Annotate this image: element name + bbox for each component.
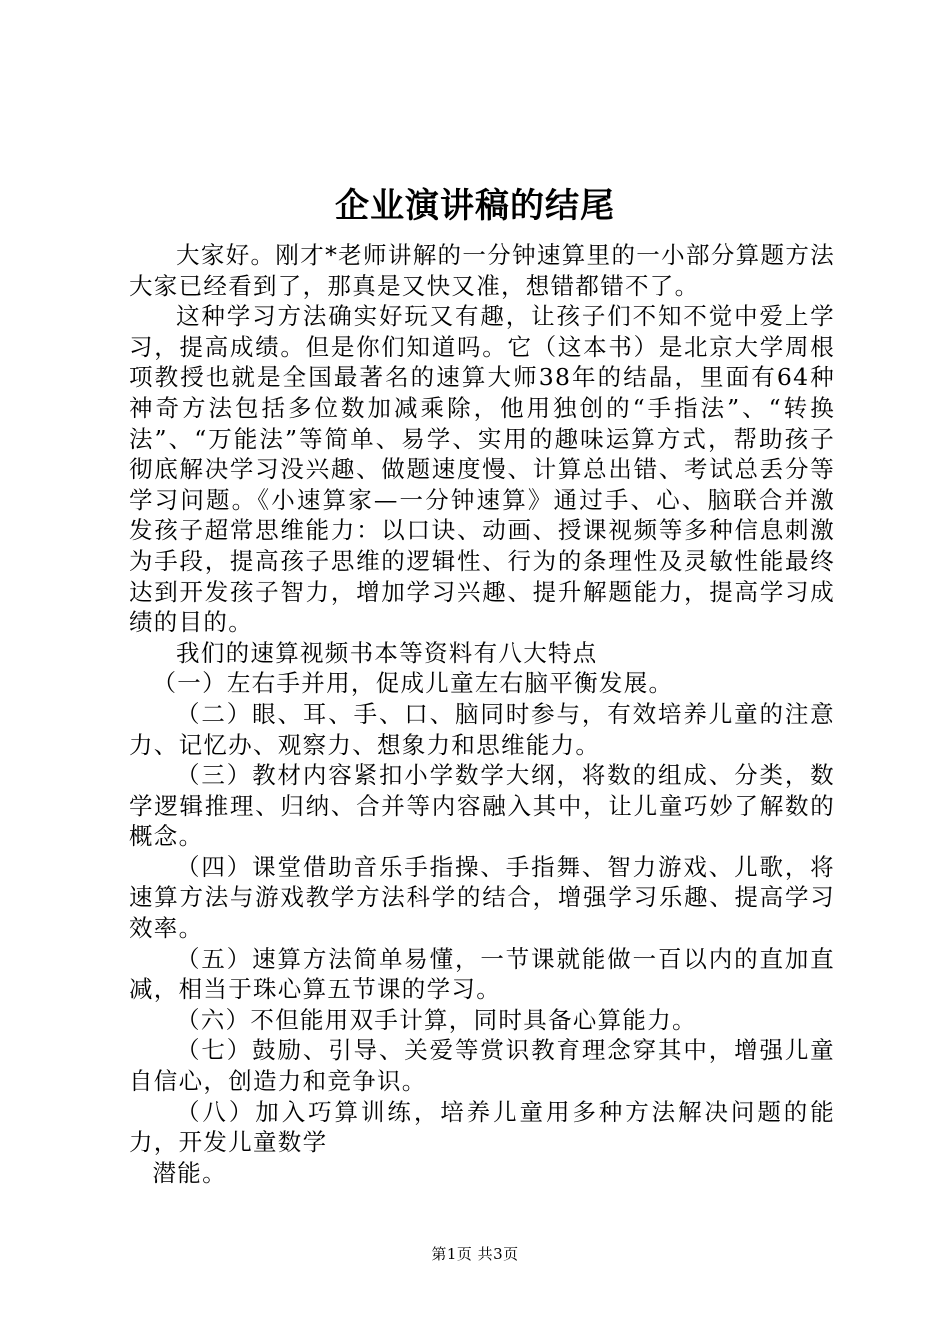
document-body — [129, 240, 835, 1188]
paragraph-feature-7: （七）鼓励、引导、关爱等赏识教育理念穿其中，增强儿童自信心，创造力和竞争识。 — [129, 1036, 835, 1096]
document-title: 企业演讲稿的结尾 — [335, 186, 615, 226]
paragraph-feature-4: （四）课堂借助音乐手指操、手指舞、智力游戏、儿歌，将速算方法与游戏教学方法科学的结合，增强学习乐趣、提高学习效率。 — [129, 852, 835, 943]
paragraph-feature-3: （三）教材内容紧扣小学数学大纲，将数的组成、分类，数学逻辑推理、归纳、合并等内容融入其中，让儿童巧妙了解数的概念。 — [129, 761, 835, 851]
paragraph-introduction: 这种学习方法确实好玩又有趣，让孩子们不知不觉中爱上学习，提高成绩。但是你们知道吗。它（这本书）是北京大学周根项教授也就是全国最著名的速算大师38年的结晶，里面有64种神奇方法包括多位数加减乘除，他用独创的“手指法”、“转换法”、“万能法”等简单、易学、实用的趣味运算方式，帮助孩子彻底解决学习没兴趣、做题速度慢、计算总出错、考试总丢分等学习问题。《小速算家—一分钟速算》通过手、心、脑联合并激发孩子超常思维能力：以口诀、动画、授课视频等多种信息刺激为手段，提高孩子思维的逻辑性、行为的条理性及灵敏性能最终达到开发孩子智力，增加学习兴趣、提升解题能力，提高学习成绩的目的。 — [129, 302, 835, 637]
paragraph-feature-6: （六）不但能用双手计算，同时具备心算能力。 — [176, 1005, 697, 1034]
paragraph-feature-5: （五）速算方法简单易懂，一节课就能做一百以内的直加直减，相当于珠心算五节课的学习。 — [129, 944, 835, 1004]
paragraph-feature-2: （二）眼、耳、手、口、脑同时参与，有效培养儿童的注意力、记忆办、观察力、想象力和思维能力。 — [129, 699, 835, 759]
paragraph-closing: 潜能。 — [152, 1158, 227, 1187]
paragraph-feature-8: （八）加入巧算训练，培养儿童用多种方法解决问题的能力，开发儿童数学 — [129, 1097, 835, 1157]
paragraph-greeting: 大家好。刚才*老师讲解的一分钟速算里的一小部分算题方法大家已经看到了，那真是又快又准，想错都错不了。 — [129, 241, 835, 300]
paragraph-feature-1: （一）左右手并用，促成儿童左右脑平衡发展。 — [152, 669, 674, 698]
paragraph-features-heading: 我们的速算视频书本等资料有八大特点 — [176, 638, 598, 667]
page-footer: 第1页 共3页 — [431, 1245, 519, 1263]
